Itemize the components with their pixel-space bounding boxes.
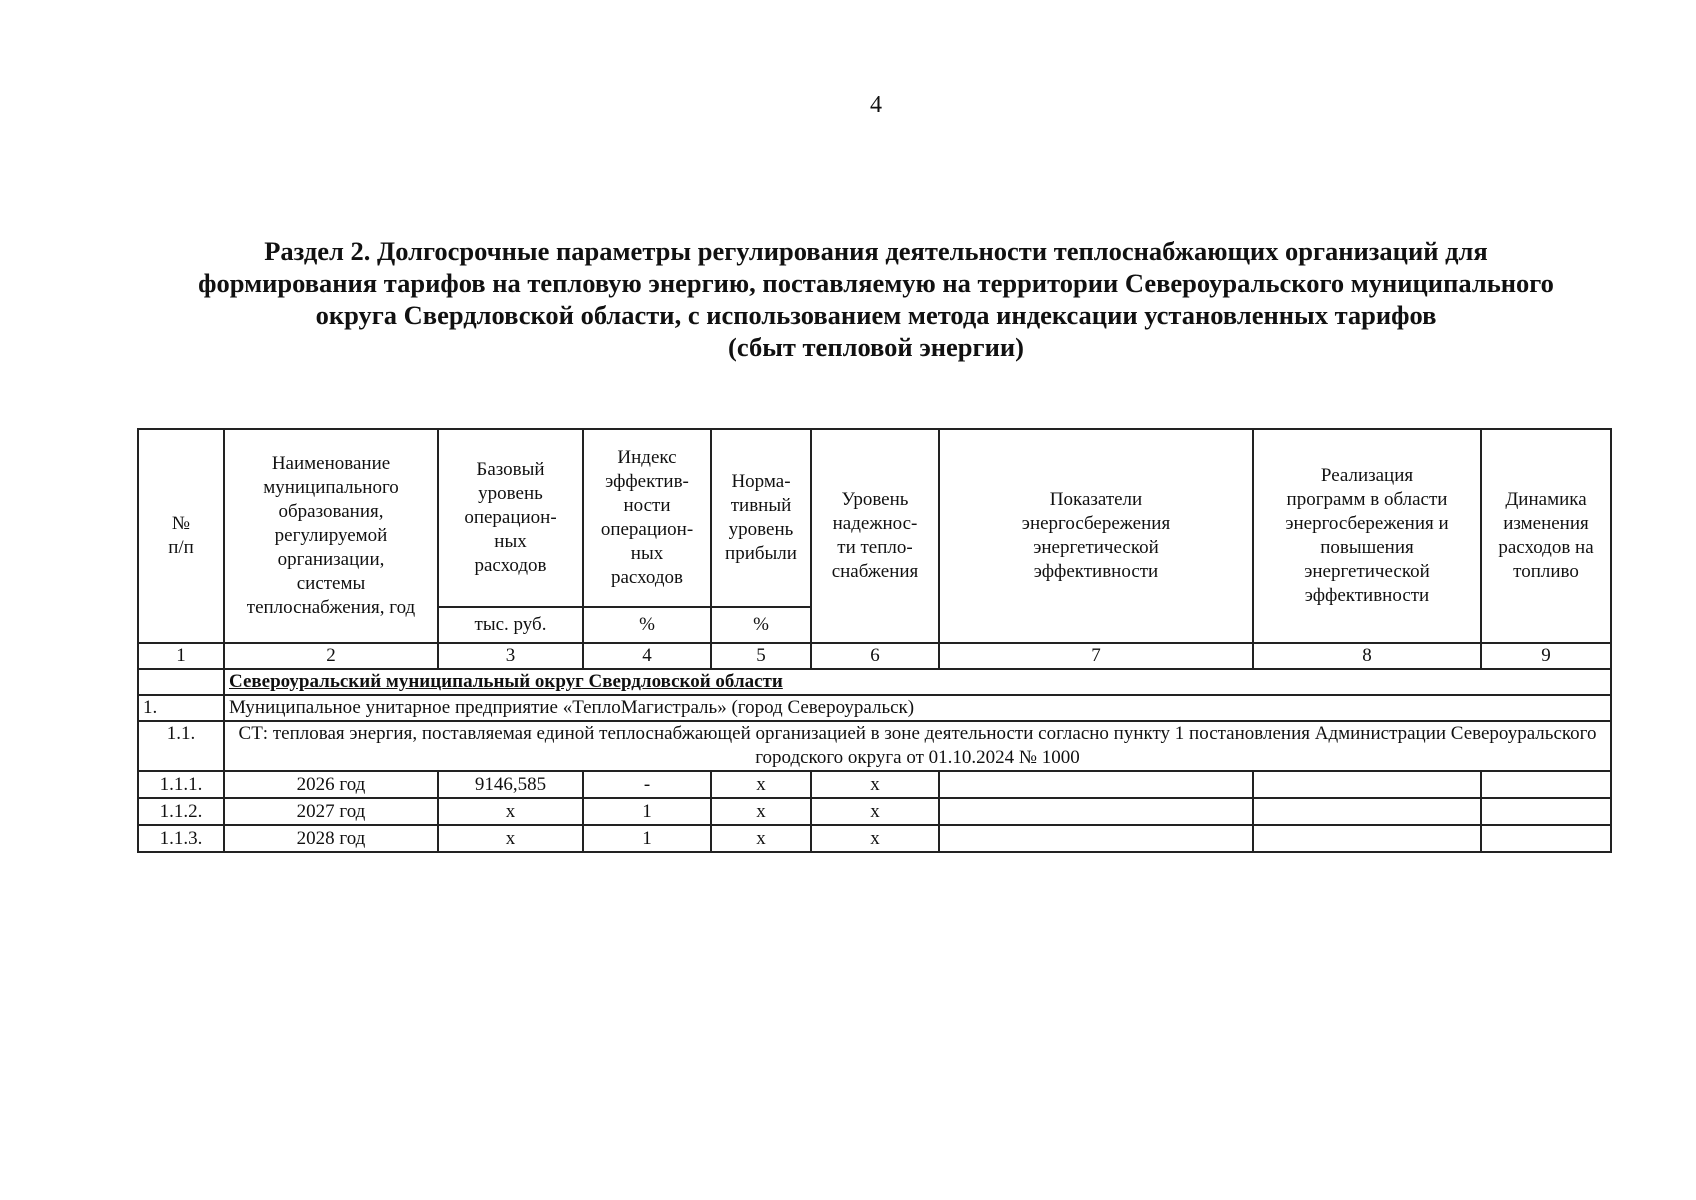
heading-line-4: (сбыт тепловой энергии) xyxy=(728,332,1024,362)
row-base-level: х xyxy=(438,798,583,825)
column-number: 4 xyxy=(583,643,711,669)
heading-line-2: формирования тарифов на тепловую энергию, поставляемую на территории Североуральского муниципального xyxy=(198,268,1554,298)
unit-normative-profit: % xyxy=(711,607,811,643)
row-base-level: х xyxy=(438,825,583,852)
header-reliability: Уровень надежнос- ти тепло- снабжения xyxy=(811,429,939,643)
row-normative-profit: х xyxy=(711,771,811,798)
row-normative-profit: х xyxy=(711,825,811,852)
row-efficiency-index: - xyxy=(583,771,711,798)
row-year: 2028 год xyxy=(224,825,438,852)
table-row xyxy=(138,771,1611,798)
table-row xyxy=(138,798,1611,825)
org-name: Муниципальное унитарное предприятие «ТеплоМагистраль» (город Североуральск) xyxy=(224,695,1611,721)
column-number: 5 xyxy=(711,643,811,669)
heading-line-3: округа Свердловской области, с использованием метода индексации установленных тарифов xyxy=(315,300,1437,330)
header-normative-profit: Норма- тивный уровень прибыли xyxy=(711,429,811,607)
row-programs xyxy=(1253,798,1481,825)
table-row xyxy=(138,825,1611,852)
row-fuel-dynamics xyxy=(1481,798,1611,825)
section-title-cell xyxy=(224,669,1611,695)
header-fuel-dynamics: Динамика изменения расходов на топливо xyxy=(1481,429,1611,643)
tariff-number: 1.1. xyxy=(138,721,224,771)
unit-base-level: тыс. руб. xyxy=(438,607,583,643)
section-row xyxy=(138,669,1611,695)
header-base-level: Базовый уровень операцион- ных расходов xyxy=(438,429,583,607)
row-number: 1.1.1. xyxy=(138,771,224,798)
row-reliability: х xyxy=(811,798,939,825)
org-number: 1. xyxy=(138,695,224,721)
row-fuel-dynamics xyxy=(1481,771,1611,798)
row-programs xyxy=(1253,771,1481,798)
row-number: 1.1.2. xyxy=(138,798,224,825)
column-number: 2 xyxy=(224,643,438,669)
tariff-row xyxy=(138,721,1611,771)
row-base-level: 9146,585 xyxy=(438,771,583,798)
section-number-cell xyxy=(138,669,224,695)
section-heading xyxy=(120,235,1632,363)
organization-row xyxy=(138,695,1611,721)
heading-line-1: Раздел 2. Долгосрочные параметры регулирования деятельности теплоснабжающих организаций для xyxy=(264,236,1488,266)
column-number: 1 xyxy=(138,643,224,669)
header-name: Наименование муниципального образования, регулируемой организации, системы теплоснабжения, год xyxy=(224,429,438,643)
header-efficiency-index: Индекс эффектив- ности операцион- ных расходов xyxy=(583,429,711,607)
row-efficiency-index: 1 xyxy=(583,825,711,852)
row-energy-saving xyxy=(939,771,1253,798)
column-number: 7 xyxy=(939,643,1253,669)
page-number: 4 xyxy=(870,92,882,118)
header-energy-saving: Показатели энергосбережения энергетической эффективности xyxy=(939,429,1253,643)
section-title: Североуральский муниципальный округ Свердловской области xyxy=(229,671,783,692)
row-energy-saving xyxy=(939,825,1253,852)
row-normative-profit: х xyxy=(711,798,811,825)
row-efficiency-index: 1 xyxy=(583,798,711,825)
row-fuel-dynamics xyxy=(1481,825,1611,852)
tariff-description: СТ: тепловая энергия, поставляемая единой теплоснабжающей организацией в зоне деятельности согласно пункту 1 постановления Администрации Североуральского городского округа от 01.10.2024 № 1000 xyxy=(224,721,1611,771)
unit-efficiency-index: % xyxy=(583,607,711,643)
row-year: 2027 год xyxy=(224,798,438,825)
row-reliability: х xyxy=(811,771,939,798)
column-number: 6 xyxy=(811,643,939,669)
row-year: 2026 год xyxy=(224,771,438,798)
row-number: 1.1.3. xyxy=(138,825,224,852)
header-number: № п/п xyxy=(138,429,224,643)
parameters-table xyxy=(137,428,1612,853)
row-reliability: х xyxy=(811,825,939,852)
row-energy-saving xyxy=(939,798,1253,825)
column-numbers-row xyxy=(138,643,1611,669)
row-programs xyxy=(1253,825,1481,852)
header-programs: Реализация программ в области энергосбережения и повышения энергетической эффективности xyxy=(1253,429,1481,643)
column-number: 8 xyxy=(1253,643,1481,669)
column-number: 3 xyxy=(438,643,583,669)
column-number: 9 xyxy=(1481,643,1611,669)
header-row xyxy=(138,429,1611,607)
